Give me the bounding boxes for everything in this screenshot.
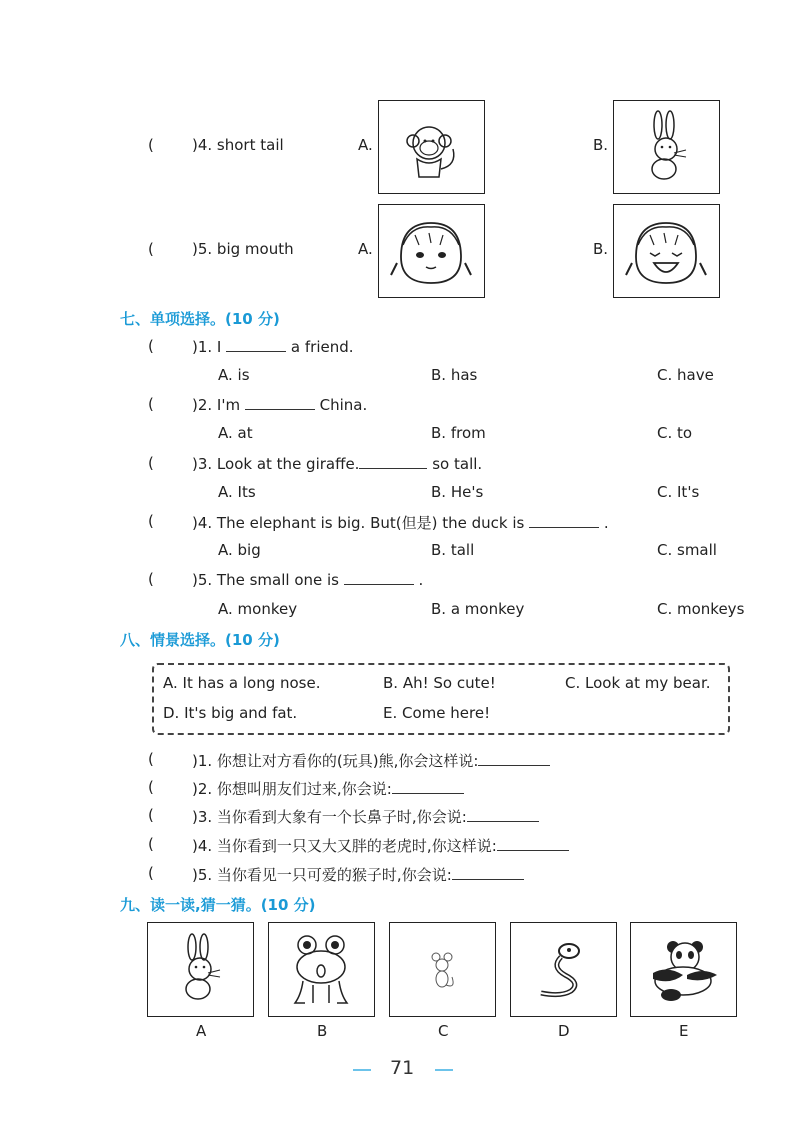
q7-3-question — [192, 454, 482, 473]
q7-1-question — [192, 337, 354, 356]
q6-5-option-a: A. — [358, 240, 373, 258]
q6-4-option-a: A. — [358, 136, 373, 154]
monkey-icon — [379, 101, 483, 192]
s8-q1 — [192, 750, 550, 771]
s8-q5-text: )5. 当你看见一只可爱的猴子时,你会说: — [192, 866, 452, 884]
s8-q2 — [192, 778, 464, 799]
s8-q5 — [192, 864, 524, 885]
q7-5-question — [192, 570, 423, 589]
answer-blank[interactable] — [497, 836, 569, 851]
q7-5-text-end: . — [418, 571, 424, 589]
s8-option-c: C. Look at my bear. — [565, 674, 711, 692]
section9-title: 九、读一读,猜一猜。(10 分) — [120, 896, 316, 914]
q7-1-option-b: B. has — [431, 366, 478, 384]
answer-paren: ( — [148, 337, 154, 355]
q7-4-option-a: A. big — [218, 541, 261, 559]
girl-laughing-icon — [614, 205, 718, 296]
s8-option-a: A. It has a long nose. — [163, 674, 321, 692]
q7-4-text-end: . — [603, 514, 609, 532]
answer-paren: ( — [148, 395, 154, 413]
q7-2-text-end: China. — [319, 396, 368, 414]
q7-4-option-c: C. small — [657, 541, 717, 559]
q6-5-option-b: B. — [593, 240, 609, 258]
mouse-icon — [390, 923, 494, 1015]
q7-5-text: )5. The small one is — [192, 571, 339, 589]
page-number-deco-right — [435, 1069, 453, 1071]
picture-d[interactable] — [510, 922, 617, 1017]
answer-blank[interactable] — [359, 454, 427, 469]
page-number-deco-left — [353, 1069, 371, 1071]
answer-blank[interactable] — [245, 395, 315, 410]
s8-option-e: E. Come here! — [383, 704, 491, 722]
picture-e[interactable] — [630, 922, 737, 1017]
s8-q3-text: )3. 当你看到大象有一个长鼻子时,你会说: — [192, 808, 467, 826]
s8-option-b: B. Ah! So cute! — [383, 674, 496, 692]
answer-paren: ( — [148, 240, 154, 258]
answer-blank[interactable] — [467, 807, 539, 822]
answer-paren: ( — [148, 835, 154, 853]
girl-small-mouth-picture[interactable] — [378, 204, 485, 298]
answer-paren: ( — [148, 864, 154, 882]
q7-1-option-a: A. is — [218, 366, 250, 384]
rabbit-picture[interactable] — [613, 100, 720, 194]
q7-4-option-b: B. tall — [431, 541, 475, 559]
monkey-picture[interactable] — [378, 100, 485, 194]
answer-paren: ( — [148, 570, 154, 588]
q7-4-text: )4. The elephant is big. But(但是) the duck is — [192, 514, 525, 532]
snake-icon — [511, 923, 615, 1015]
answer-paren: ( — [148, 454, 154, 472]
s8-q4-text: )4. 当你看到一只又大又胖的老虎时,你这样说: — [192, 837, 497, 855]
q7-4-question — [192, 512, 609, 533]
q7-1-text: )1. I — [192, 338, 222, 356]
answer-paren: ( — [148, 512, 154, 530]
q7-3-option-b: B. He's — [431, 483, 484, 501]
section8-title: 八、情景选择。(10 分) — [120, 631, 280, 649]
answer-paren: ( — [148, 136, 154, 154]
page-number: 71 — [390, 1057, 415, 1079]
q7-3-option-a: A. Its — [218, 483, 256, 501]
answer-paren: ( — [148, 806, 154, 824]
q7-5-option-b: B. a monkey — [431, 600, 525, 618]
s8-q2-text: )2. 你想叫朋友们过来,你会说: — [192, 780, 392, 798]
picture-c[interactable] — [389, 922, 496, 1017]
answer-blank[interactable] — [392, 779, 464, 794]
q6-4-option-b: B. — [593, 136, 609, 154]
panda-icon — [631, 923, 735, 1015]
answer-blank[interactable] — [226, 337, 286, 352]
q6-5-text: )5. big mouth — [192, 240, 294, 258]
q7-3-text-end: so tall. — [432, 455, 483, 473]
answer-blank[interactable] — [478, 751, 550, 766]
q7-2-option-c: C. to — [657, 424, 693, 442]
q7-1-text-end: a friend. — [290, 338, 354, 356]
picture-a[interactable] — [147, 922, 254, 1017]
picture-d-label: D — [558, 1022, 570, 1040]
q7-1-option-c: C. have — [657, 366, 714, 384]
answer-blank[interactable] — [452, 865, 524, 880]
girl-big-mouth-picture[interactable] — [613, 204, 720, 298]
girl-face-icon — [379, 205, 483, 296]
rabbit-icon — [614, 101, 718, 192]
picture-b-label: B — [317, 1022, 328, 1040]
picture-e-label: E — [679, 1022, 689, 1040]
answer-paren: ( — [148, 750, 154, 768]
q7-2-option-a: A. at — [218, 424, 253, 442]
q7-3-option-c: C. It's — [657, 483, 700, 501]
answer-blank[interactable] — [344, 570, 414, 585]
answer-blank[interactable] — [529, 513, 599, 528]
q7-2-question — [192, 395, 367, 414]
frog-icon — [269, 923, 373, 1015]
picture-c-label: C — [438, 1022, 449, 1040]
q7-2-option-b: B. from — [431, 424, 486, 442]
q7-5-option-c: C. monkeys — [657, 600, 745, 618]
picture-b[interactable] — [268, 922, 375, 1017]
section7-title: 七、单项选择。(10 分) — [120, 310, 280, 328]
s8-q3 — [192, 806, 539, 827]
picture-a-label: A — [196, 1022, 207, 1040]
s8-option-d: D. It's big and fat. — [163, 704, 298, 722]
answer-paren: ( — [148, 778, 154, 796]
rabbit-icon — [148, 923, 252, 1015]
q7-5-option-a: A. monkey — [218, 600, 298, 618]
s8-q4 — [192, 835, 569, 856]
q7-2-text: )2. I'm — [192, 396, 241, 414]
q6-4-text: )4. short tail — [192, 136, 284, 154]
q7-3-text: )3. Look at the giraffe. — [192, 455, 360, 473]
s8-q1-text: )1. 你想让对方看你的(玩具)熊,你会这样说: — [192, 752, 479, 770]
